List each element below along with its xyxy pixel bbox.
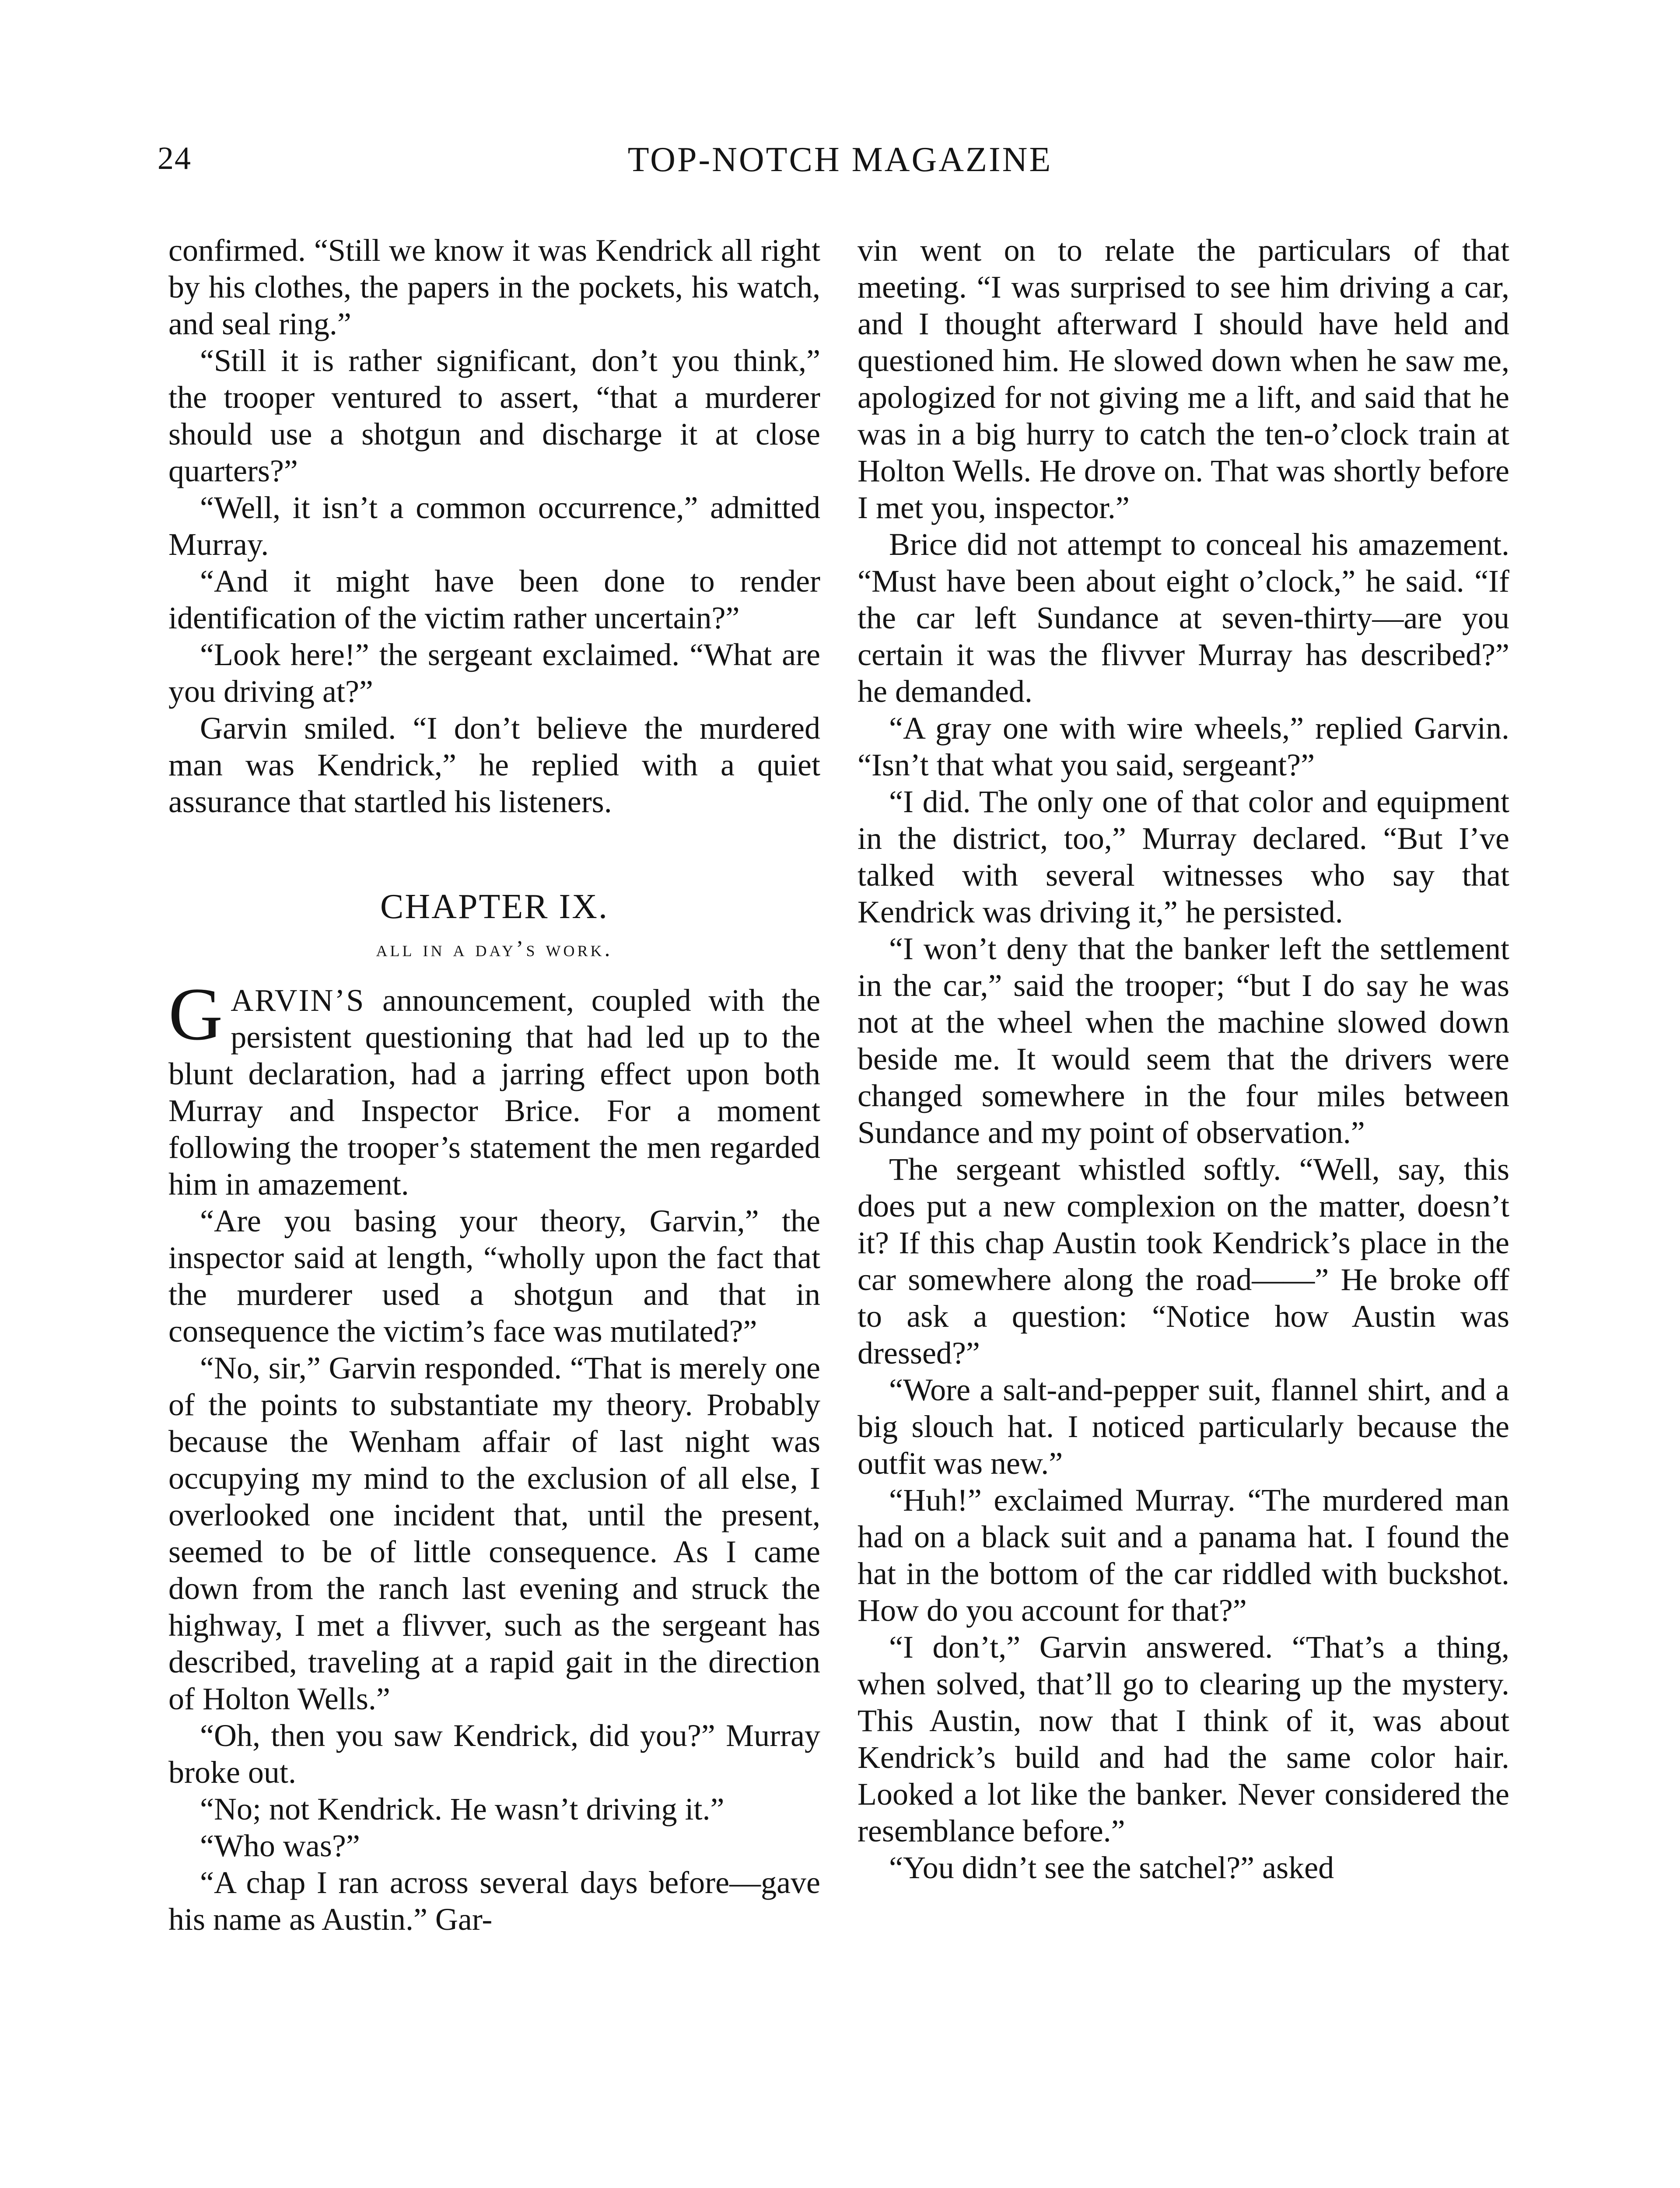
- paragraph: “Huh!” exclaimed Murray. “The murdered man had on a black suit and a panama hat. I found the hat in the bottom of the car riddled with buckshot. How do you account for that?”: [858, 1483, 1509, 1628]
- paragraph: “Wore a salt-and-pepper suit, flannel shirt, and a big slouch hat. I noticed particularly because the outfit was new.”: [858, 1372, 1509, 1481]
- opening-words: ARVIN’S: [231, 983, 365, 1018]
- opening-text: announcement, coupled with the persistent questioning that had led up to the blunt declaration, had a jarring effect upon both Murray and Inspector Brice. For a moment following the trooper’s statement the men regarded him in amazement.: [168, 983, 820, 1202]
- page-header: [0, 131, 1680, 184]
- page-number: 24: [158, 140, 192, 176]
- paragraph: “Are you basing your theory, Garvin,” the inspector said at length, “wholly upon the fact that the murderer used a shotgun and that in consequence the victim’s face was mutilated?”: [168, 1203, 820, 1349]
- paragraph: “I don’t,” Garvin answered. “That’s a thing, when solved, that’ll go to clearing up the mystery. This Austin, now that I think of it, was about Kendrick’s build and had the same color hair. Looked a lot like the banker. Never considered the resemblance before.”: [858, 1630, 1509, 1848]
- left-column: [168, 232, 820, 1938]
- paragraph: “And it might have been done to render identification of the victim rather uncertain?”: [168, 564, 820, 635]
- paragraph: Brice did not attempt to conceal his amazement. “Must have been about eight o’clock,” he said. “If the car left Sundance at seven-thirty—are you certain it was the flivver Murray has described?” he demanded.: [858, 527, 1509, 709]
- paragraph: “I did. The only one of that color and equipment in the district, too,” Murray declared. “But I’ve talked with several witnesses who say that Kendrick was driving it,” he persisted.: [858, 784, 1509, 929]
- paragraph: Garvin smiled. “I don’t believe the murdered man was Kendrick,” he replied with a quiet assurance that startled his listeners.: [168, 711, 820, 819]
- paragraph: confirmed. “Still we know it was Kendrick all right by his clothes, the papers in the pockets, his watch, and seal ring.”: [168, 233, 820, 341]
- paragraph: “Oh, then you saw Kendrick, did you?” Murray broke out.: [168, 1718, 820, 1790]
- paragraph: “Well, it isn’t a common occurrence,” admitted Murray.: [168, 490, 820, 562]
- paragraph: “Still it is rather significant, don’t you think,” the trooper ventured to assert, “that a murderer should use a shotgun and discharge it at close quarters?”: [168, 343, 820, 488]
- drop-cap: G: [168, 973, 223, 1056]
- right-column: [858, 232, 1509, 1886]
- paragraph: “A gray one with wire wheels,” replied Garvin. “Isn’t that what you said, sergeant?”: [858, 711, 1509, 782]
- chapter-heading: CHAPTER IX.: [380, 887, 609, 926]
- paragraph: “Look here!” the sergeant exclaimed. “What are you driving at?”: [168, 637, 820, 709]
- paragraph: “You didn’t see the satchel?” asked: [889, 1850, 1334, 1885]
- chapter-subtitle: all in a day’s work.: [376, 936, 613, 961]
- paragraph: “A chap I ran across several days before—gave his name as Austin.” Gar-: [168, 1865, 820, 1937]
- paragraph: “No; not Kendrick. He wasn’t driving it.”: [200, 1792, 724, 1827]
- paragraph: “Who was?”: [200, 1828, 360, 1863]
- running-title: TOP-NOTCH MAGAZINE: [627, 140, 1053, 179]
- paragraph: vin went on to relate the particulars of that meeting. “I was surprised to see him driving a car, and I thought afterward I should have held and questioned him. He slowed down when he saw me, apologized for not giving me a lift, and said that he was in a big hurry to catch the ten-o’clock train at Holton Wells. He drove on. That was shortly before I met you, inspector.”: [858, 233, 1509, 525]
- paragraph: The sergeant whistled softly. “Well, say, this does put a new complexion on the matter, doesn’t it? If this chap Austin took Kendrick’s place in the car somewhere along the road——” He broke off to ask a question: “Notice how Austin was dressed?”: [858, 1152, 1509, 1371]
- paragraph: “I won’t deny that the banker left the settlement in the car,” said the trooper; “but I do say he was not at the wheel when the machine slowed down beside me. It would seem that the drivers were changed somewhere in the four miles between Sundance and my point of observation.”: [858, 931, 1509, 1150]
- paragraph: “No, sir,” Garvin responded. “That is merely one of the points to substantiate my theory. Probably because the Wenham affair of last night was occupying my mind to the exclusion of all else, I overlooked one incident that, until the present, seemed to be of little consequence. As I came down from the ranch last evening and struck the highway, I met a flivver, such as the sergeant has described, traveling at a rapid gait in the direction of Holton Wells.”: [168, 1350, 820, 1716]
- chapter-opening-paragraph: [168, 973, 820, 1203]
